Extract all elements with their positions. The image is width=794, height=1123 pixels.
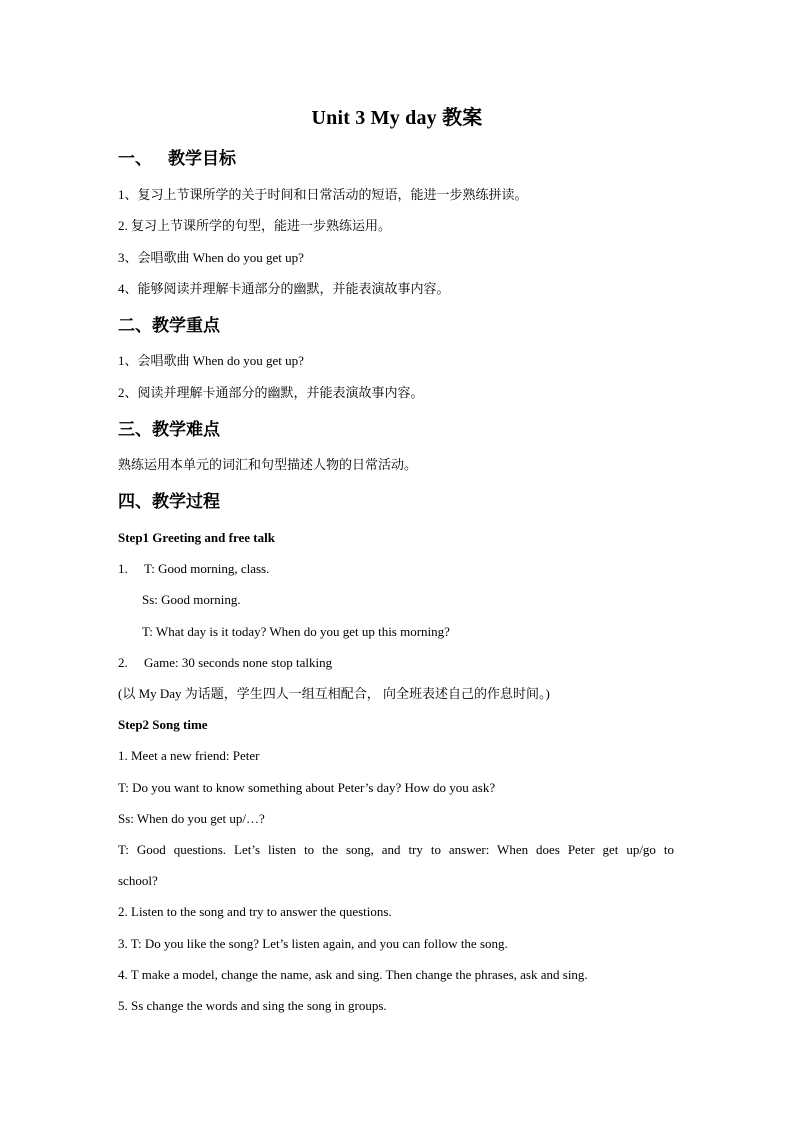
step1-item1-line2: Ss: Good morning. [142,592,241,607]
step1-item1-line3: T: What day is it today? When do you get up this morning? [142,624,450,639]
document-title: Unit 3 My day 教案 [311,107,483,129]
step2-line-1: 1. Meet a new friend: Peter [118,748,260,763]
step2-title: Step2 Song time [118,717,208,732]
game-text: Game: 30 seconds none stop talking [144,655,333,670]
section-heading-process: 四、教学过程 [118,492,220,512]
list-number: 1. [118,561,128,576]
step1-note: (以 My Day 为话题，学生四人一组互相配合， 向全班表述自己的作息时间。) [118,686,550,701]
section-heading-objectives [118,147,236,171]
step1-item1-line1 [118,559,269,579]
step1-title: Step1 Greeting and free talk [118,530,275,545]
key-point-item-2: 2、阅读并理解卡通部分的幽默，并能表演故事内容。 [118,385,424,400]
list-number: 2. [118,655,128,670]
objective-item-4: 4、能够阅读并理解卡通部分的幽默，并能表演故事内容。 [118,281,450,296]
objective-item-3: 3、会唱歌曲 When do you get up? [118,250,304,265]
objective-item-1: 1、复习上节课所学的关于时间和日常活动的短语，能进一步熟练拼读。 [118,187,528,202]
key-point-item-1: 1、会唱歌曲 When do you get up? [118,353,304,368]
step2-line-9: 5. Ss change the words and sing the song in groups. [118,998,387,1013]
step1-item2 [118,653,332,673]
step2-line-2: T: Do you want to know something about Peter’s day? How do you ask? [118,780,496,795]
objective-item-2: 2. 复习上节课所学的句型，能进一步熟练运用。 [118,218,392,233]
step2-line-3: Ss: When do you get up/…? [118,811,265,826]
step2-line-8: 4. T make a model, change the name, ask and sing. Then change the phrases, ask and sing. [118,967,588,982]
section-title: 教学目标 [168,149,236,169]
difficulty-item-1: 熟练运用本单元的词汇和句型描述人物的日常活动。 [118,457,418,472]
step2-line-5: school? [118,873,158,888]
step2-line-7: 3. T: Do you like the song? Let’s listen again, and you can follow the song. [118,936,508,951]
section-number: 一、 [118,149,152,169]
step2-line-6: 2. Listen to the song and try to answer the questions. [118,904,392,919]
step2-line-4: T: Good questions. Let’s listen to the song, and try to answer: When does Peter get up/go to [118,842,674,857]
dialogue-line: T: Good morning, class. [144,561,270,576]
section-heading-difficulties: 三、教学难点 [118,420,220,440]
section-heading-key-points: 二、教学重点 [118,316,220,336]
